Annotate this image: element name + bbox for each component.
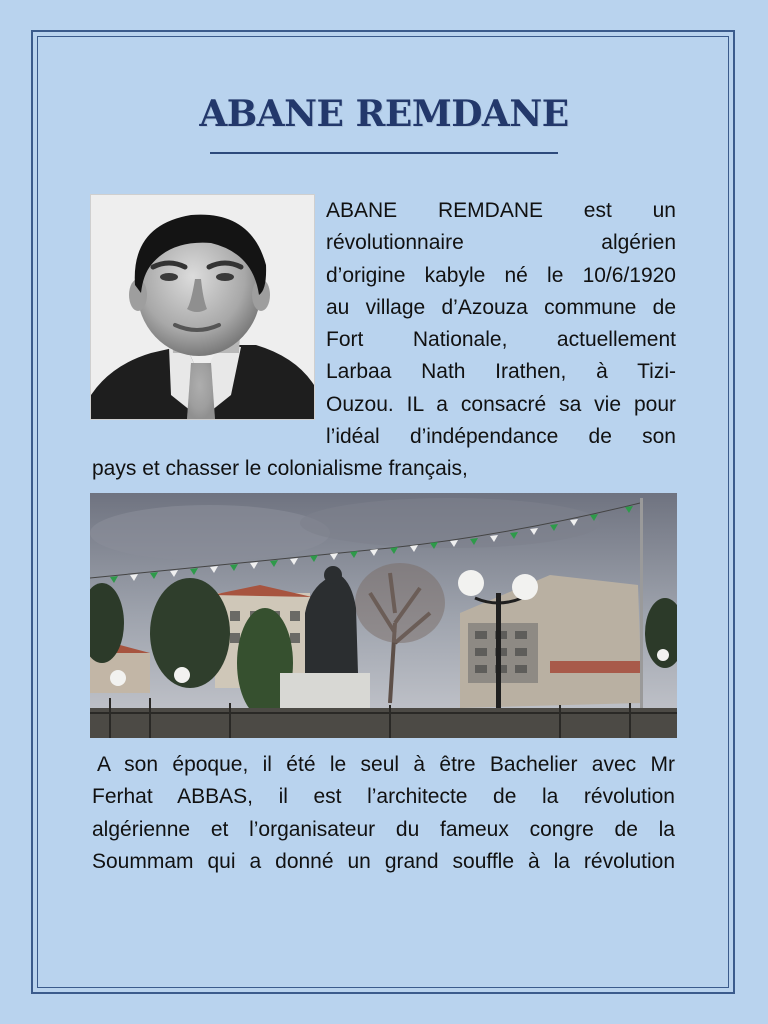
intro-line-5: Fort Nationale, actuellement <box>326 328 676 352</box>
intro-line-1: ABANE REMDANE est un <box>326 199 676 222</box>
history-paragraph <box>92 749 675 878</box>
intro-line-2: révolutionnaire algérien <box>326 231 676 255</box>
title-underline <box>210 152 558 154</box>
history-line-2: Ferhat ABBAS, il est l’architecte de la révolution <box>92 785 675 809</box>
portrait-illustration <box>91 195 314 419</box>
history-line-1: A son époque, il été le seul à être Bachelier avec Mr <box>97 753 675 776</box>
page-title: ABANE REMDANE <box>199 93 569 135</box>
intro-line-7: Ouzou. IL a consacré sa vie pour <box>326 392 676 416</box>
portrait-photo <box>90 194 315 420</box>
intro-last-line: pays et chasser le colonialisme français, <box>92 457 468 480</box>
town-square-illustration <box>90 493 677 738</box>
intro-paragraph <box>326 195 676 453</box>
intro-line-6: Larbaa Nath Irathen, à Tizi- <box>326 360 676 384</box>
history-line-3: algérienne et l’organisateur du fameux congre de la <box>92 817 675 841</box>
intro-line-4: au village d’Azouza commune de <box>326 295 676 319</box>
intro-line-3: d’origine kabyle né le 10/6/1920 <box>326 263 676 287</box>
history-line-4: Soummam qui a donné un grand souffle à la révolution <box>92 849 675 873</box>
town-square-photo <box>90 493 677 738</box>
intro-line-8: l’idéal d’indépendance de son <box>326 425 676 449</box>
